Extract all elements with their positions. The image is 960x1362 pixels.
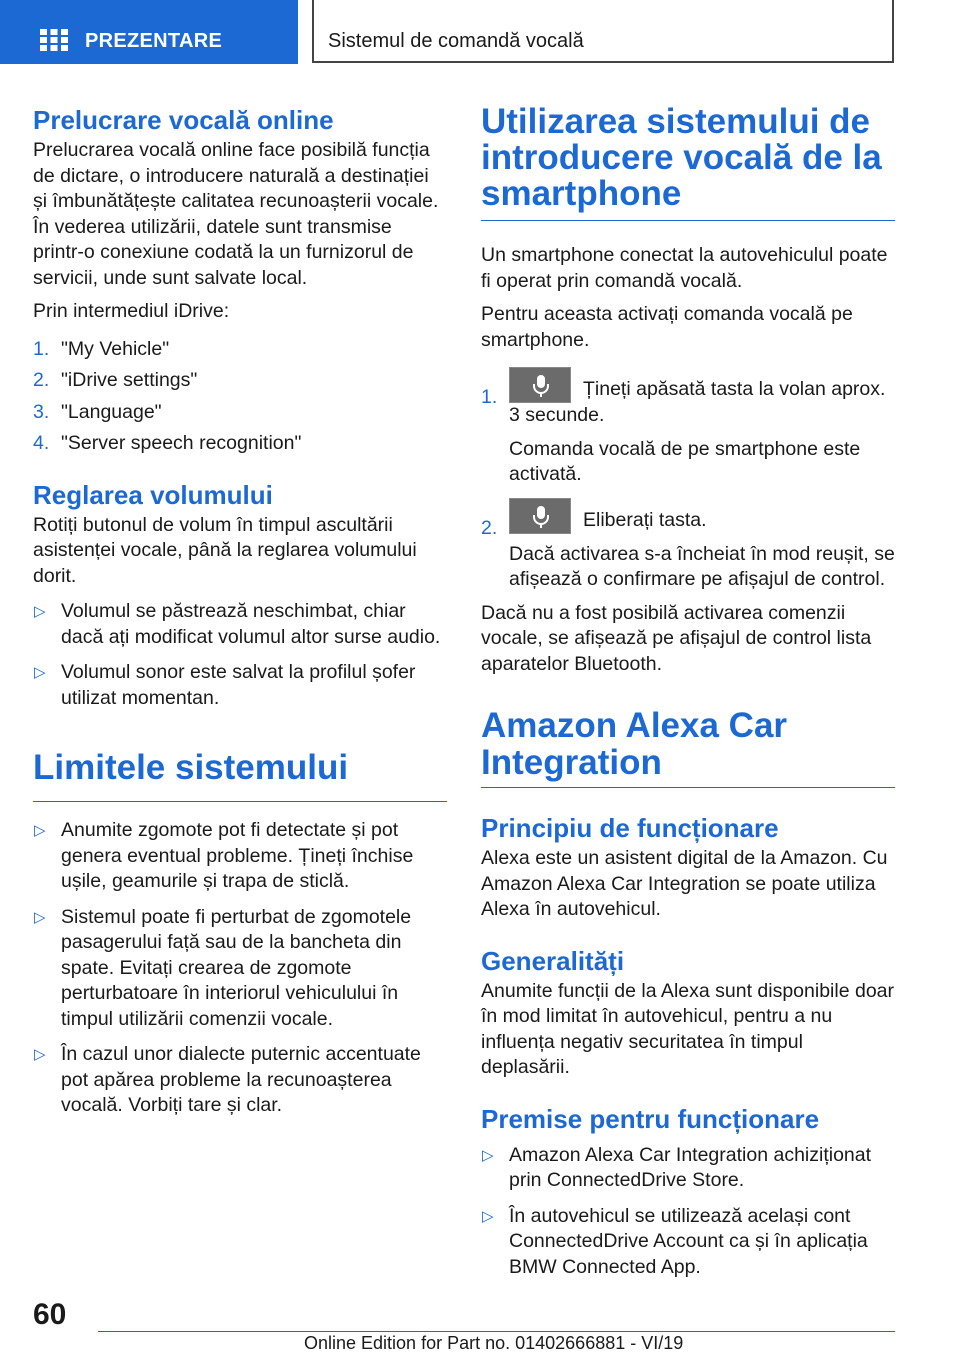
general-text: Anumite funcții de la Alexa sunt disponibile doar în mod limitat în autovehicul, pentru a nu influența negativ securitatea în timpul deplasării. xyxy=(481,979,895,1078)
list-item: ▷ Volumul se păstrează neschimbat, chiar dacă ați modificat volumul altor surse audio. xyxy=(34,600,441,648)
principle-text: Alexa este un asistent digital de la Amazon. Cu Amazon Alexa Car Integration se poate utiliza Alexa în autovehicul. xyxy=(481,847,888,920)
chapter-title: Sistemul de comandă vocală xyxy=(328,30,584,52)
voice-button-image xyxy=(509,498,571,534)
list-item: ▷ Volumul sonor este salvat la profilul șofer utilizat momentan. xyxy=(34,661,416,709)
limits-title: Limitele sistemului xyxy=(33,748,349,787)
triangle-bullet-icon: ▷ xyxy=(34,1046,46,1063)
list-item: 2. "iDrive settings" xyxy=(33,369,198,391)
triangle-bullet-icon: ▷ xyxy=(34,822,46,839)
premise-title: Premise pentru funcționare xyxy=(481,1103,820,1134)
microphone-icon xyxy=(532,373,550,399)
smartphone-p3: Dacă nu a fost posibilă activarea comenzii vocale, se afișează pe afișajul de control lista aparatelor Bluetooth. xyxy=(481,601,872,675)
smartphone-p2: Pentru aceasta activați comanda vocală pe smartphone. xyxy=(481,303,853,351)
left-column xyxy=(33,100,447,1119)
triangle-bullet-icon: ▷ xyxy=(482,1207,494,1225)
edition-label: Online Edition for Part no. 01402666881 - VI/19 xyxy=(304,1333,684,1353)
right-column xyxy=(481,100,895,1280)
page-number: 60 xyxy=(33,1298,67,1331)
list-item: 4. "Server speech recognition" xyxy=(33,432,302,454)
alexa-title: Amazon Alexa Car Integration xyxy=(481,706,788,782)
step2-result: Dacă activarea s-a încheiat în mod reușit, se afișează o confirmare pe afișajul de control. xyxy=(509,542,895,590)
smartphone-steps xyxy=(481,367,895,593)
list-item: ▷ În cazul unor dialecte puternic accentuate pot apărea probleme la recunoașterea vocală. Vorbiți tare și clar. xyxy=(34,1043,421,1116)
microphone-icon xyxy=(532,504,550,530)
idrive-intro: Prin intermediul iDrive: xyxy=(33,300,230,322)
principle-title: Principiu de funcționare xyxy=(481,813,779,843)
list-item: 1. "My Vehicle" xyxy=(33,337,170,360)
smartphone-title: Utilizarea sistemului de introducere vocală de la smartphone xyxy=(481,102,882,213)
triangle-bullet-icon: ▷ xyxy=(482,1146,494,1164)
list-item: 2. Eliberați tasta. Dacă activarea s-a încheiat în mod reușit, se afișează o confirmare pe afișajul de control. xyxy=(481,498,895,593)
list-item: ▷ În autovehicul se utilizează același cont ConnectedDrive Account ca și în aplicația BMW Connected App. xyxy=(482,1204,868,1278)
list-item: 3. "Language" xyxy=(33,400,162,423)
triangle-bullet-icon: ▷ xyxy=(34,908,46,926)
premise-bullets xyxy=(481,1143,895,1281)
smartphone-p1: Un smartphone conectat la autovehiculul poate fi operat prin comandă vocală. xyxy=(481,244,888,292)
limits-bullets xyxy=(33,818,447,1119)
idrive-steps xyxy=(33,337,447,457)
volume-title: Reglarea volumului xyxy=(33,479,273,510)
step1-result: Comanda vocală de pe smartphone este activată. xyxy=(509,437,861,485)
footer-divider xyxy=(98,1331,895,1332)
section-label: PREZENTARE xyxy=(85,30,223,52)
list-item: ▷ Anumite zgomote pot fi detectate și pot genera eventual probleme. Țineți închise ușile, geamurile și trapa de sticlă. xyxy=(34,819,414,892)
triangle-bullet-icon: ▷ xyxy=(34,603,46,620)
alexa-heading xyxy=(481,707,895,788)
general-title: Generalități xyxy=(481,945,625,976)
volume-bullets xyxy=(33,599,447,711)
online-text: Prelucrarea vocală online face posibilă funcția de dictare, o introducere naturală a destinației și îmbunătățește calitatea recunoașterii vocale. În vederea utilizării, datele sunt transmise printr-o conexiune codată la un furnizorul de servicii, unde sunt salvate local. xyxy=(33,139,439,289)
volume-text: Rotiți butonul de volum în timpul ascultării asistenței vocale, până la reglarea volumului dorit. xyxy=(33,513,417,587)
online-title: Prelucrare vocală online xyxy=(33,105,334,135)
grid-menu-icon xyxy=(40,29,68,51)
list-item: ▷ Amazon Alexa Car Integration achiziționat prin ConnectedDrive Store. xyxy=(482,1143,872,1191)
triangle-bullet-icon: ▷ xyxy=(34,664,46,681)
list-item: 1. Țineți apăsată tasta la volan aprox. 3 secunde. Comanda vocală de pe smartphone este activată. xyxy=(481,367,895,488)
voice-button-image xyxy=(509,367,571,403)
chapter-title-box xyxy=(312,0,894,63)
smartphone-heading xyxy=(481,104,895,221)
list-item: ▷ Sistemul poate fi perturbat de zgomotele pasagerului față sau de la bancheta din spate. Evitați crearea de zgomote perturbatoare în interiorul vehiculului în timpul utilizării comenzii vocale. xyxy=(34,905,412,1030)
limits-heading xyxy=(33,749,447,802)
section-tab xyxy=(0,0,298,64)
